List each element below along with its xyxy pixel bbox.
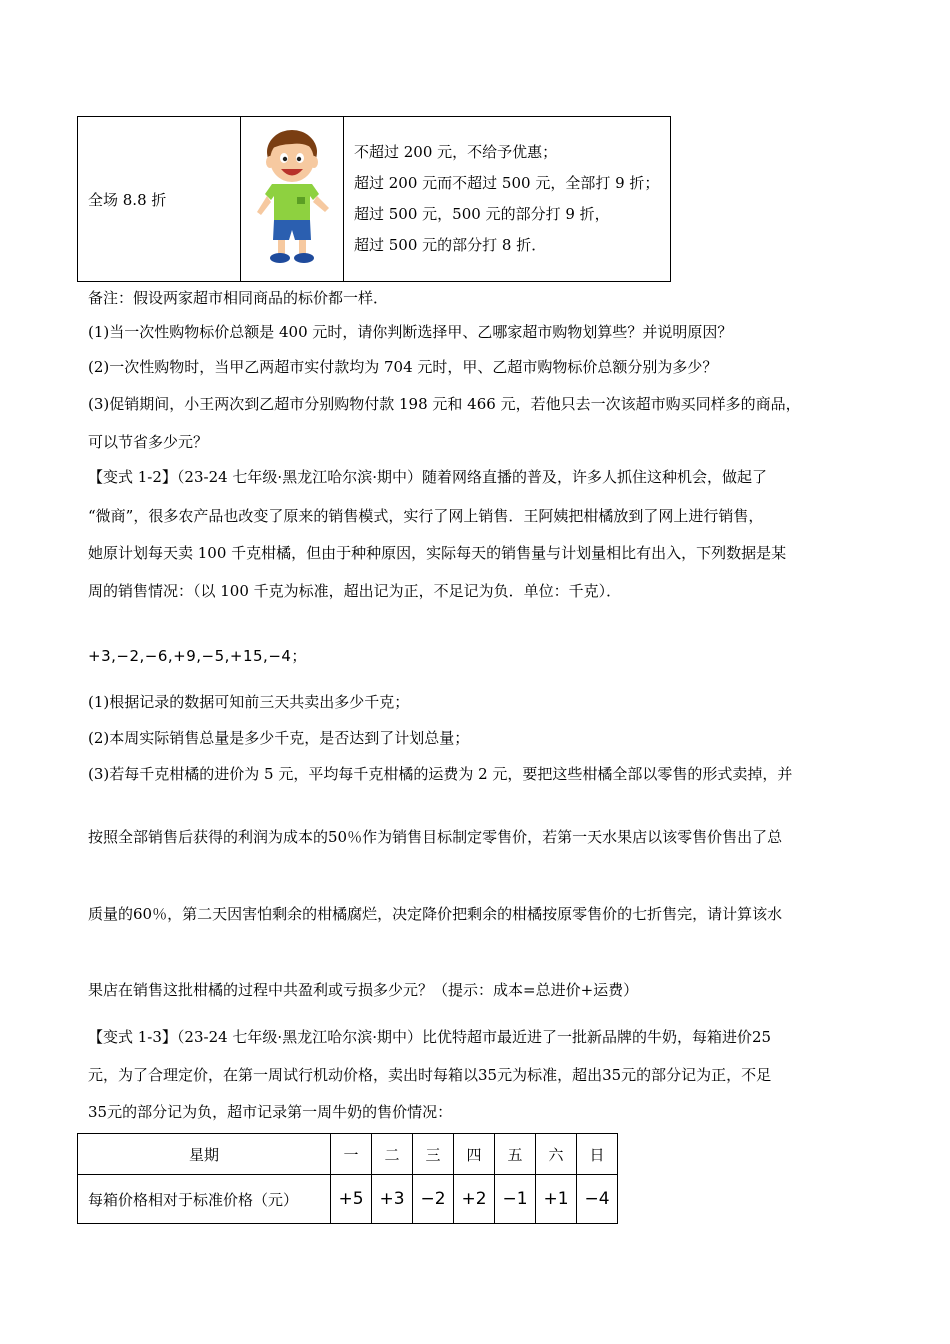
boy-image-cell <box>241 117 344 282</box>
paragraph-line: 35元的部分记为负，超市记录第一周牛奶的售价情况： <box>88 1103 453 1121</box>
table-cell: −4 <box>577 1175 618 1224</box>
paragraph-line: 周的销售情况：（以 100 千克为标准，超出记为正，不足记为负．单位：千克）． <box>88 582 622 600</box>
question-line: 按照全部销售后获得的利润为成本的50％作为销售目标制定零售价，若第一天水果店以该零售价售出了总 <box>88 828 783 846</box>
sales-data-line: +3,−2,−6,+9,−5,+15,−4； <box>88 647 307 665</box>
table-cell: +3 <box>372 1175 413 1224</box>
table-header-cell: 四 <box>454 1134 495 1175</box>
table-cell: +2 <box>454 1175 495 1224</box>
table-row <box>78 1175 618 1224</box>
table-cell: −1 <box>495 1175 536 1224</box>
variant-1-3-heading: 【变式 1-3】（23-24 七年级·黑龙江哈尔滨·期中）比优特超市最近进了一批新品牌的牛奶，每箱进价25 <box>88 1028 772 1046</box>
question-line: (3)促销期间，小王两次到乙超市分别购物付款 198 元和 466 元，若他只去一次该超市购买同样多的商品， <box>88 395 801 413</box>
variant-1-2-heading: 【变式 1-2】（23-24 七年级·黑龙江哈尔滨·期中）随着网络直播的普及，许多人抓住这种机会，做起了 <box>88 468 767 486</box>
rule-line: 不超过 200 元，不给予优惠； <box>354 143 558 161</box>
table-header-row <box>78 1134 618 1175</box>
table-header-cell: 六 <box>536 1134 577 1175</box>
table-header-cell: 日 <box>577 1134 618 1175</box>
question-line: (1)当一次性购物标价总额是 400 元时，请你判断选择甲、乙哪家超市购物划算些？并说明原因？ <box>88 323 733 341</box>
question-line: 质量的60％，第二天因害怕剩余的柑橘腐烂，决定降价把剩余的柑橘按原零售价的七折售完，请计算该水 <box>88 905 783 923</box>
boy-cartoon-icon <box>247 122 337 272</box>
question-line: 可以节省多少元？ <box>88 433 209 451</box>
table-header-cell: 二 <box>372 1134 413 1175</box>
paragraph-line: 她原计划每天卖 100 千克柑橘，但由于种种原因，实际每天的销售量与计划量相比有出入，下列数据是某 <box>88 544 787 562</box>
question-line: (2)本周实际销售总量是多少千克，是否达到了计划总量； <box>88 729 470 747</box>
table-cell: −2 <box>413 1175 454 1224</box>
discount-left-cell: 全场 8.8 折 <box>78 117 241 282</box>
table-header-cell: 星期 <box>78 1134 331 1175</box>
rule-line: 超过 200 元而不超过 500 元，全部打 9 折； <box>354 174 660 192</box>
table-cell: +5 <box>331 1175 372 1224</box>
rule-line: 超过 500 元，500 元的部分打 9 折， <box>354 205 610 223</box>
question-line: (2)一次性购物时，当甲乙两超市实付款均为 704 元时，甲、乙超市购物标价总额分别为多少？ <box>88 358 718 376</box>
paragraph-line: 元，为了合理定价，在第一周试行机动价格，卖出时每箱以35元为标准，超出35元的部分记为正，不足 <box>88 1066 772 1084</box>
table-cell: +1 <box>536 1175 577 1224</box>
discount-rules-cell <box>344 117 671 282</box>
rule-line: 超过 500 元的部分打 8 折． <box>354 236 547 254</box>
question-line: 果店在销售这批柑橘的过程中共盈利或亏损多少元？（提示：成本=总进价+运费） <box>88 981 639 999</box>
paragraph-line: “微商”，很多农产品也改变了原来的销售模式，实行了网上销售．王阿姨把柑橘放到了网上进行销售， <box>88 507 764 525</box>
table-row-label: 每箱价格相对于标准价格（元） <box>78 1175 331 1224</box>
table-header-cell: 一 <box>331 1134 372 1175</box>
question-line: (3)若每千克柑橘的进价为 5 元，平均每千克柑橘的运费为 2 元，要把这些柑橘全部以零售的形式卖掉，并 <box>88 765 793 783</box>
question-line: (1)根据记录的数据可知前三天共卖出多少千克； <box>88 693 410 711</box>
table-header-cell: 五 <box>495 1134 536 1175</box>
table-header-cell: 三 <box>413 1134 454 1175</box>
milk-price-table <box>77 1133 618 1224</box>
discount-table <box>77 116 671 282</box>
note-line: 备注：假设两家超市相同商品的标价都一样． <box>88 289 389 307</box>
